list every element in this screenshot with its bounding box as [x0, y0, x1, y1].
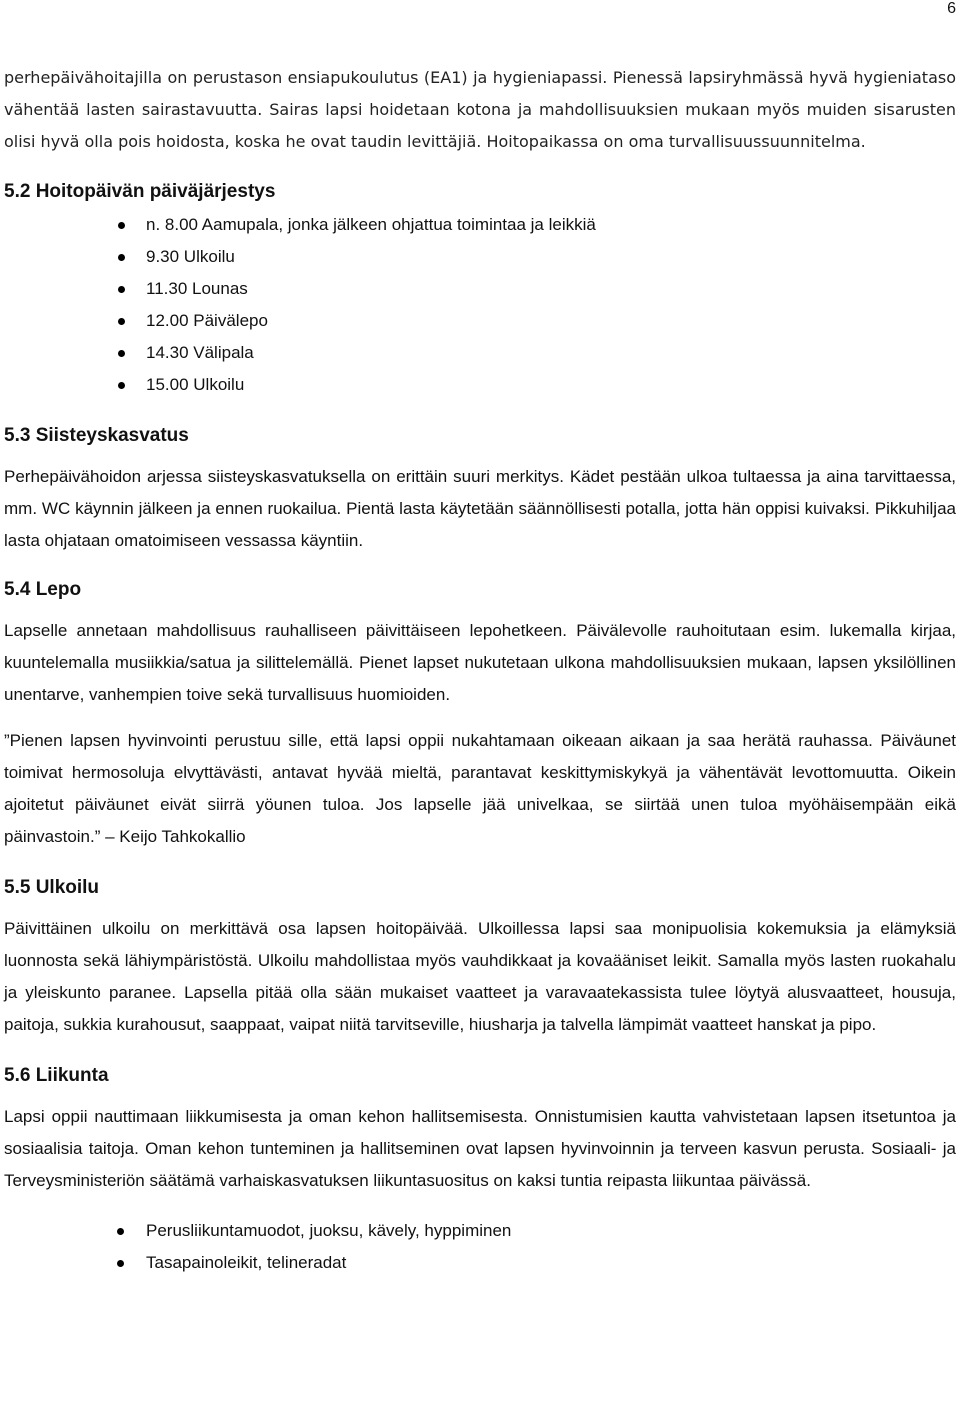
exercise-list: [4, 1215, 956, 1279]
schedule-list: [4, 209, 956, 401]
intro-paragraph: perhepäivähoitajilla on perustason ensiapukoulutus (EA1) ja hygieniapassi. Pienessä lapsiryhmässä hyvä hygieniataso vähentää lasten sairastavuutta. Sairas lapsi hoidetaan kotona ja mahdollisuuksien mukaan myös muiden sisarusten olisi hyvä olla pois hoidosta, koska he ovat taudin levittäjiä. Hoitopaikassa on oma turvallisuussuunnitelma.: [4, 68, 956, 151]
heading-5-4: 5.4 Lepo: [4, 579, 82, 600]
heading-5-5: 5.5 Ulkoilu: [4, 877, 100, 898]
document-body: [4, 62, 956, 1279]
outdoor-paragraph: Päivittäinen ulkoilu on merkittävä osa lapsen hoitopäivää. Ulkoillessa lapsi saa monipuolisia kokemuksia ja elämyksiä luonnosta sekä lähiympäristöstä. Ulkoilu mahdollistaa myös vauhdikkaat ja kovaääniset leikit. Samalla myös lasten ruokahalu ja yleiskunto paranee. Lapsella pitää olla sään mukaiset vaatteet ja varavaatekassista tulee löytyä alusvaatteet, housuja, paitoja, sukkia kurahousut, saappaat, vaipat niitä tarvitseville, hiusharja ja talvella lämpimät vaatteet hanskat ja pipo.: [4, 919, 956, 1034]
exercise-item: Tasapainoleikit, telineradat: [146, 1247, 956, 1279]
schedule-item: n. 8.00 Aamupala, jonka jälkeen ohjattua toimintaa ja leikkiä: [146, 209, 956, 241]
schedule-item: 11.30 Lounas: [146, 273, 956, 305]
exercise-paragraph: Lapsi oppii nauttimaan liikkumisesta ja oman kehon hallitsemisesta. Onnistumisien kautta vahvistetaan lapsen itsetuntoa ja sosiaalisia taitoja. Oman kehon tunteminen ja hallitseminen ovat lapsen hyvinvoinnin ja terveen kasvun perusta. Sosiaali- ja Terveysministeriön säätämä varhaiskasvatuksen liikuntasuositus on kaksi tuntia reipasta liikuntaa päivässä.: [4, 1107, 956, 1190]
rest-paragraph: Lapselle annetaan mahdollisuus rauhalliseen päivittäiseen lepohetkeen. Päivälevolle rauhoitutaan esim. lukemalla kirjaa, kuuntelemalla musiikkia/satua ja silittelemällä. Pienet lapset nukutetaan ulkona mahdollisuuksien mukaan, lapsen yksilöllinen unentarve, vanhempien toive sekä turvallisuus huomioiden.: [4, 621, 956, 704]
heading-5-2: 5.2 Hoitopäivän päiväjärjestys: [4, 181, 276, 202]
schedule-item: 12.00 Päivälepo: [146, 305, 956, 337]
page-number: 6: [947, 0, 956, 17]
heading-5-3: 5.3 Siisteyskasvatus: [4, 425, 189, 446]
schedule-item: 14.30 Välipala: [146, 337, 956, 369]
exercise-item: Perusliikuntamuodot, juoksu, kävely, hyppiminen: [146, 1215, 956, 1247]
schedule-item: 9.30 Ulkoilu: [146, 241, 956, 273]
rest-quote: ”Pienen lapsen hyvinvointi perustuu sille, että lapsi oppii nukahtamaan oikeaan aikaan ja saa herätä rauhassa. Päiväunet toimivat hermosoluja elvyttävästi, antavat hyvää mieltä, parantavat keskittymiskykyä ja vähentävät levottomuutta. Oikein ajoitetut päiväunet eivät siirrä yöunen tuloa. Jos lapselle jää univelkaa, se siirtää unen tuloa myöhäisempään eikä päinvastoin.” – Keijo Tahkokallio: [4, 731, 956, 846]
hygiene-paragraph: Perhepäivähoidon arjessa siisteyskasvatuksella on erittäin suuri merkitys. Kädet pestään ulkoa tultaessa ja aina tarvittaessa, mm. WC käynnin jälkeen ja ennen ruokailua. Pientä lasta käytetään säännöllisesti potalla, jotta hän oppisi kuivaksi. Pikkuhiljaa lasta ohjataan omatoimiseen vessassa käyntiin.: [4, 467, 956, 550]
heading-5-6: 5.6 Liikunta: [4, 1065, 109, 1086]
schedule-item: 15.00 Ulkoilu: [146, 369, 956, 401]
